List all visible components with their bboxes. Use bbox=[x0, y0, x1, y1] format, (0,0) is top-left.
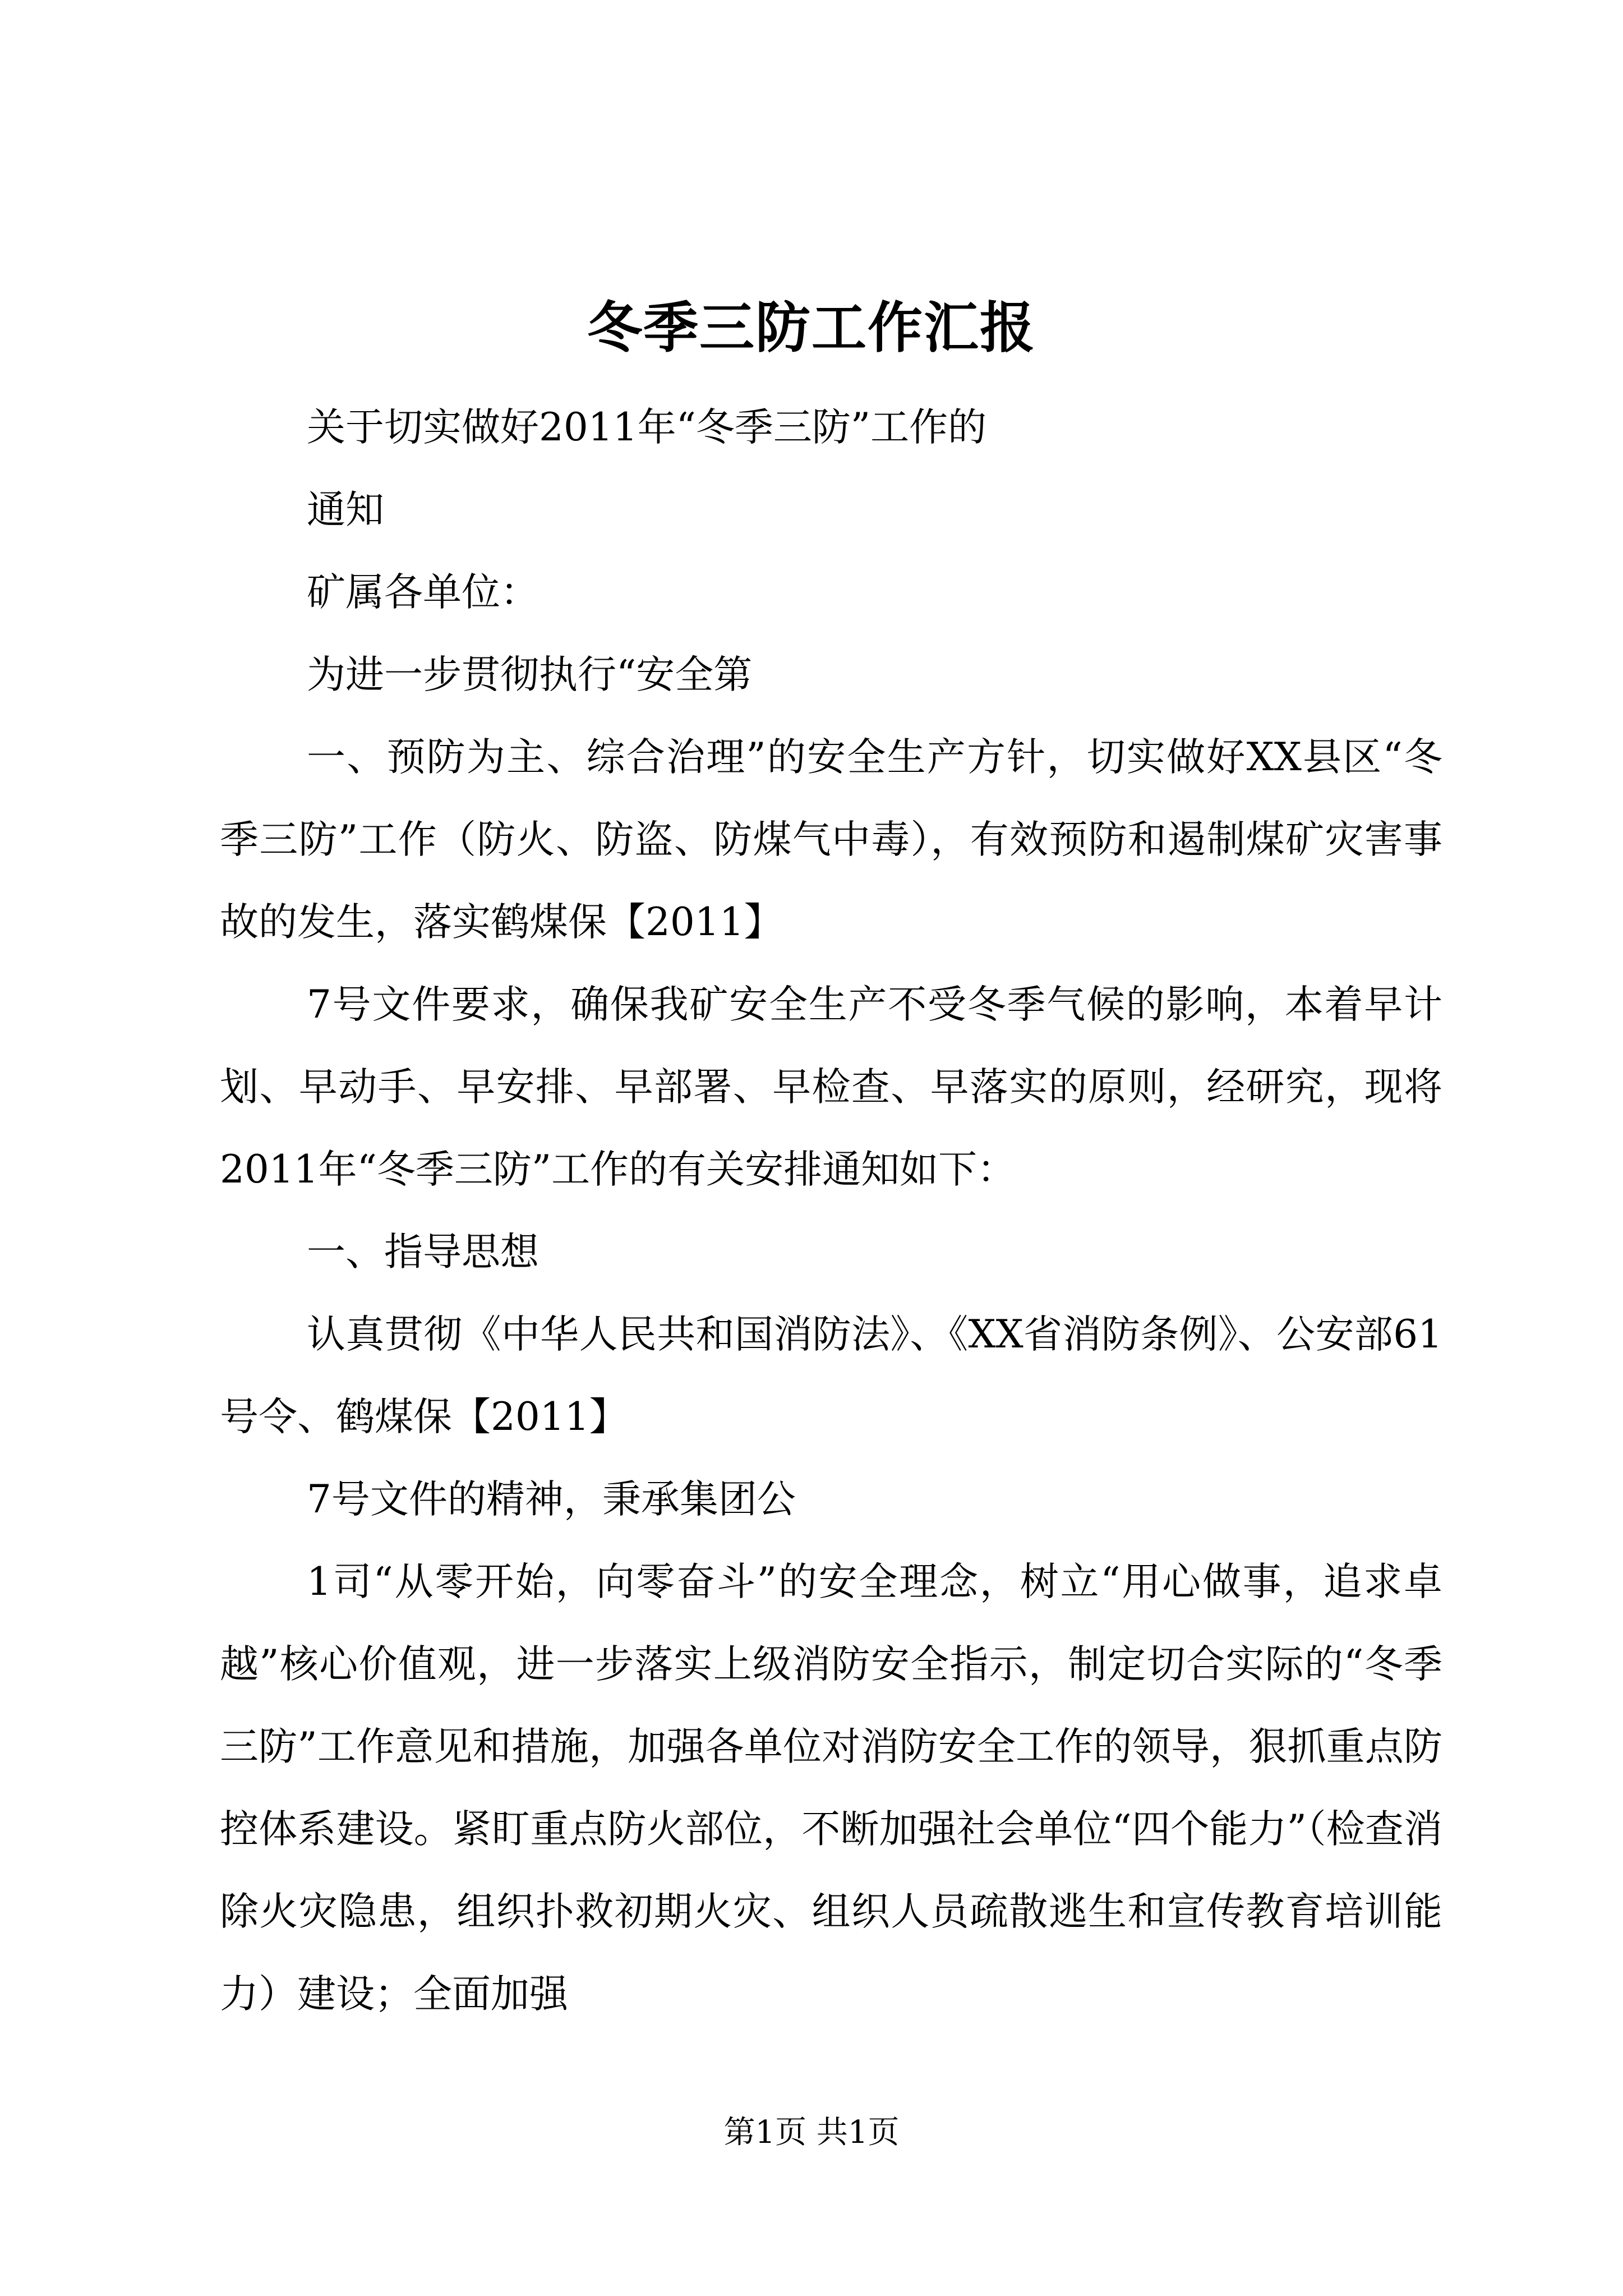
paragraph-10: 1司“从零开始，向零奋斗”的安全理念，树立“用心做事，追求卓越”核心价值观，进一步落实上级消防安全指示，制定切合实际的“冬季三防”工作意见和措施，加强各单位对消防安全工作的领导，狠抓重点防控体系建设。紧盯重点防火部位，不断加强社会单位“四个能力”（检查消除火灾隐患，组织扑救初期火灾、组织人员疏散逃生和宣传教育培训能力）建设；全面加强 bbox=[220, 1559, 1442, 2017]
document-body bbox=[220, 386, 1442, 2036]
paragraph-7: 一、指导思想 bbox=[307, 1230, 539, 1274]
paragraph-3: 矿属各单位： bbox=[307, 570, 539, 615]
paragraph-4: 为进一步贯彻执行“安全第 bbox=[307, 652, 753, 697]
paragraph-1: 关于切实做好2011年“冬季三防”工作的 bbox=[307, 405, 987, 450]
paragraph-5: 一、预防为主、综合治理”的安全生产方针，切实做好XX县区“冬季三防”工作（防火、防盗、防煤气中毒），有效预防和遏制煤矿灾害事故的发生，落实鹤煤保【2011】 bbox=[220, 735, 1442, 945]
paragraph-8: 认真贯彻《中华人民共和国消防法》、《XX省消防条例》、公安部61号令、鹤煤保【2011】 bbox=[220, 1312, 1442, 1439]
paragraph-2: 通知 bbox=[307, 487, 384, 532]
page-footer: 第1页 共1页 bbox=[723, 2114, 900, 2151]
document-title: 冬季三防工作汇报 bbox=[587, 296, 1036, 360]
paragraph-9: 7号文件的精神，秉承集团公 bbox=[307, 1477, 796, 1522]
paragraph-6: 7号文件要求，确保我矿安全生产不受冬季气候的影响，本着早计划、早动手、早安排、早部署、早检查、早落实的原则，经研究，现将2011年“冬季三防”工作的有关安排通知如下： bbox=[220, 982, 1442, 1192]
